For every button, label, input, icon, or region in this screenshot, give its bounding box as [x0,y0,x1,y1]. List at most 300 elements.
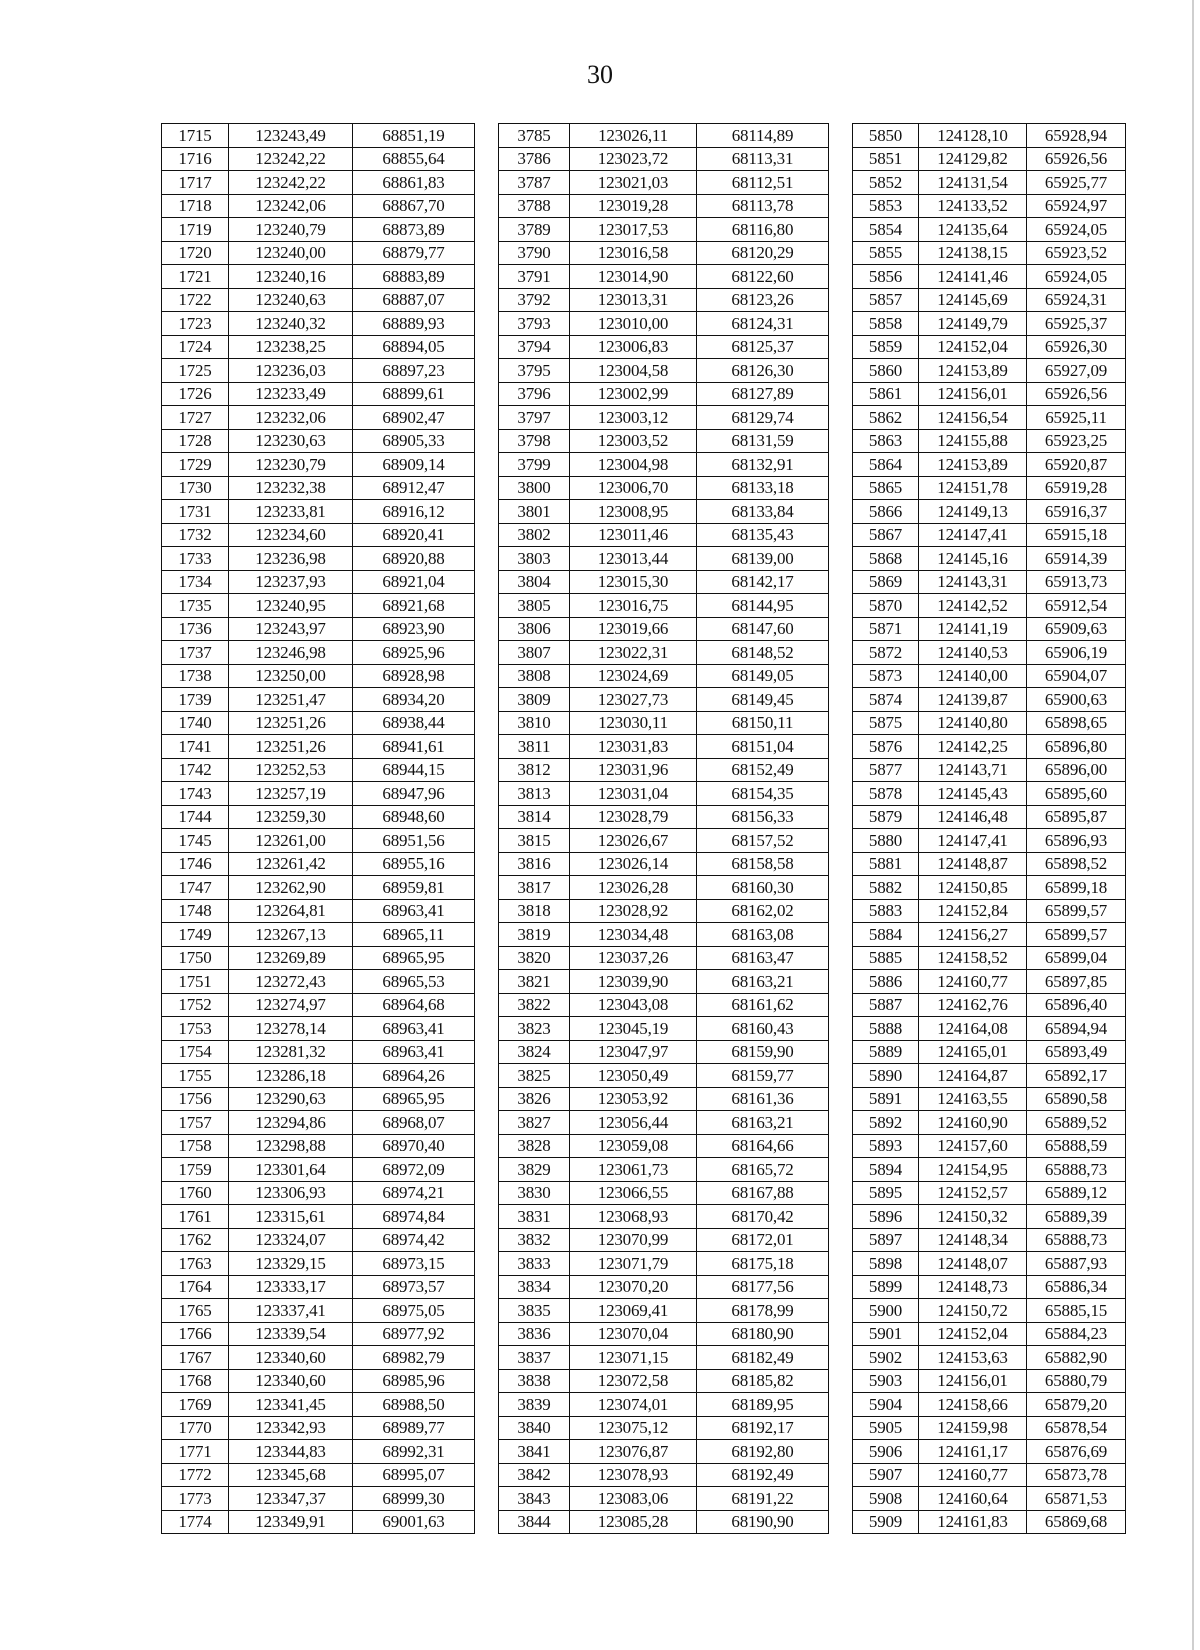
column-gap [829,312,853,336]
table-body [162,124,1126,1534]
table-row [162,735,1126,759]
cell-x-coordinate: 123240,00 [229,241,353,265]
cell-y-coordinate: 68131,59 [697,429,829,453]
cell-x-coordinate: 124158,52 [919,946,1027,970]
table-row [162,241,1126,265]
cell-x-coordinate: 123306,93 [229,1181,353,1205]
cell-point-number: 3788 [499,194,570,218]
cell-y-coordinate: 68163,08 [697,923,829,947]
column-gap [475,570,499,594]
cell-x-coordinate: 124152,57 [919,1181,1027,1205]
table-row [162,1510,1126,1534]
cell-point-number: 5892 [853,1111,919,1135]
cell-point-number: 5853 [853,194,919,218]
cell-point-number: 3843 [499,1487,570,1511]
cell-point-number: 1715 [162,124,229,148]
cell-point-number: 5861 [853,382,919,406]
cell-point-number: 5905 [853,1416,919,1440]
cell-point-number: 3806 [499,617,570,641]
cell-y-coordinate: 68114,89 [697,124,829,148]
table-row [162,1393,1126,1417]
column-gap [475,805,499,829]
cell-x-coordinate: 124152,04 [919,335,1027,359]
cell-y-coordinate: 65900,63 [1027,688,1126,712]
cell-point-number: 5867 [853,523,919,547]
column-gap [829,1416,853,1440]
cell-x-coordinate: 123238,25 [229,335,353,359]
cell-point-number: 1722 [162,288,229,312]
cell-y-coordinate: 68178,99 [697,1299,829,1323]
column-gap [475,1252,499,1276]
cell-point-number: 1757 [162,1111,229,1135]
cell-point-number: 1756 [162,1087,229,1111]
cell-y-coordinate: 68923,90 [353,617,475,641]
table-row [162,805,1126,829]
cell-y-coordinate: 65896,80 [1027,735,1126,759]
cell-x-coordinate: 123059,08 [570,1134,697,1158]
column-gap [829,382,853,406]
cell-x-coordinate: 123030,11 [570,711,697,735]
cell-y-coordinate: 65879,20 [1027,1393,1126,1417]
cell-y-coordinate: 68963,41 [353,1040,475,1064]
column-gap [475,359,499,383]
cell-y-coordinate: 65892,17 [1027,1064,1126,1088]
cell-x-coordinate: 124145,69 [919,288,1027,312]
table-row [162,1017,1126,1041]
cell-point-number: 1730 [162,476,229,500]
table-row [162,1487,1126,1511]
cell-point-number: 3799 [499,453,570,477]
cell-y-coordinate: 65923,52 [1027,241,1126,265]
cell-point-number: 3821 [499,970,570,994]
cell-y-coordinate: 68161,36 [697,1087,829,1111]
cell-y-coordinate: 68182,49 [697,1346,829,1370]
cell-point-number: 5881 [853,852,919,876]
cell-x-coordinate: 123004,98 [570,453,697,477]
cell-point-number: 3792 [499,288,570,312]
cell-y-coordinate: 68147,60 [697,617,829,641]
column-gap [475,171,499,195]
cell-point-number: 1720 [162,241,229,265]
cell-x-coordinate: 123006,70 [570,476,697,500]
cell-x-coordinate: 123345,68 [229,1463,353,1487]
cell-y-coordinate: 68127,89 [697,382,829,406]
column-gap [475,782,499,806]
cell-y-coordinate: 68974,42 [353,1228,475,1252]
cell-y-coordinate: 65924,05 [1027,265,1126,289]
cell-x-coordinate: 123269,89 [229,946,353,970]
cell-x-coordinate: 124145,16 [919,547,1027,571]
column-gap [829,1252,853,1276]
cell-x-coordinate: 124152,84 [919,899,1027,923]
cell-y-coordinate: 68156,33 [697,805,829,829]
cell-x-coordinate: 123349,91 [229,1510,353,1534]
table-row [162,664,1126,688]
cell-y-coordinate: 65914,39 [1027,547,1126,571]
cell-point-number: 1718 [162,194,229,218]
cell-y-coordinate: 68148,52 [697,641,829,665]
cell-y-coordinate: 68934,20 [353,688,475,712]
cell-y-coordinate: 68149,05 [697,664,829,688]
column-gap [829,335,853,359]
cell-x-coordinate: 123002,99 [570,382,697,406]
cell-point-number: 3791 [499,265,570,289]
table-row [162,476,1126,500]
cell-x-coordinate: 123028,92 [570,899,697,923]
cell-y-coordinate: 68985,96 [353,1369,475,1393]
cell-point-number: 1743 [162,782,229,806]
cell-y-coordinate: 68124,31 [697,312,829,336]
column-gap [829,241,853,265]
cell-x-coordinate: 123031,96 [570,758,697,782]
table-row [162,1158,1126,1182]
cell-x-coordinate: 123233,81 [229,500,353,524]
column-gap [475,1463,499,1487]
cell-point-number: 5864 [853,453,919,477]
column-gap [475,218,499,242]
cell-y-coordinate: 68154,35 [697,782,829,806]
cell-x-coordinate: 124151,78 [919,476,1027,500]
cell-y-coordinate: 65894,94 [1027,1017,1126,1041]
column-gap [475,124,499,148]
column-gap [829,1510,853,1534]
cell-point-number: 5902 [853,1346,919,1370]
cell-y-coordinate: 65925,11 [1027,406,1126,430]
cell-y-coordinate: 65909,63 [1027,617,1126,641]
cell-point-number: 1770 [162,1416,229,1440]
cell-y-coordinate: 65920,87 [1027,453,1126,477]
cell-point-number: 1758 [162,1134,229,1158]
cell-point-number: 3833 [499,1252,570,1276]
cell-y-coordinate: 68855,64 [353,147,475,171]
table-row [162,335,1126,359]
column-gap [475,429,499,453]
cell-point-number: 3834 [499,1275,570,1299]
cell-point-number: 1772 [162,1463,229,1487]
cell-x-coordinate: 124150,72 [919,1299,1027,1323]
cell-point-number: 5907 [853,1463,919,1487]
cell-x-coordinate: 123013,31 [570,288,697,312]
table-row [162,1205,1126,1229]
cell-x-coordinate: 123003,52 [570,429,697,453]
cell-x-coordinate: 124131,54 [919,171,1027,195]
cell-point-number: 1719 [162,218,229,242]
cell-point-number: 1748 [162,899,229,923]
cell-y-coordinate: 65895,60 [1027,782,1126,806]
table-row [162,1346,1126,1370]
cell-x-coordinate: 124156,01 [919,1369,1027,1393]
column-gap [475,664,499,688]
cell-y-coordinate: 68129,74 [697,406,829,430]
cell-point-number: 3840 [499,1416,570,1440]
cell-y-coordinate: 65898,52 [1027,852,1126,876]
cell-y-coordinate: 65889,39 [1027,1205,1126,1229]
column-gap [829,1463,853,1487]
cell-x-coordinate: 123028,79 [570,805,697,829]
column-gap [829,429,853,453]
column-gap [829,1181,853,1205]
column-gap [475,1228,499,1252]
cell-y-coordinate: 65876,69 [1027,1440,1126,1464]
column-gap [475,829,499,853]
cell-x-coordinate: 124140,80 [919,711,1027,735]
column-gap [829,594,853,618]
cell-point-number: 3805 [499,594,570,618]
cell-x-coordinate: 123069,41 [570,1299,697,1323]
column-gap [829,876,853,900]
column-gap [829,758,853,782]
cell-point-number: 3841 [499,1440,570,1464]
cell-point-number: 1765 [162,1299,229,1323]
cell-y-coordinate: 69001,63 [353,1510,475,1534]
cell-y-coordinate: 68905,33 [353,429,475,453]
cell-point-number: 3838 [499,1369,570,1393]
table-row [162,1228,1126,1252]
column-gap [829,547,853,571]
cell-y-coordinate: 68161,62 [697,993,829,1017]
cell-y-coordinate: 68920,41 [353,523,475,547]
column-gap [829,453,853,477]
cell-y-coordinate: 65887,93 [1027,1252,1126,1276]
cell-y-coordinate: 68180,90 [697,1322,829,1346]
column-gap [475,1158,499,1182]
cell-y-coordinate: 65926,56 [1027,147,1126,171]
cell-y-coordinate: 65895,87 [1027,805,1126,829]
cell-x-coordinate: 123259,30 [229,805,353,829]
column-gap [475,735,499,759]
cell-y-coordinate: 68974,84 [353,1205,475,1229]
cell-point-number: 3819 [499,923,570,947]
column-gap [829,923,853,947]
cell-y-coordinate: 68894,05 [353,335,475,359]
column-gap [475,1064,499,1088]
cell-y-coordinate: 68902,47 [353,406,475,430]
cell-x-coordinate: 124156,01 [919,382,1027,406]
cell-y-coordinate: 68116,80 [697,218,829,242]
cell-x-coordinate: 123278,14 [229,1017,353,1041]
cell-y-coordinate: 68965,95 [353,946,475,970]
cell-x-coordinate: 124140,53 [919,641,1027,665]
cell-point-number: 5890 [853,1064,919,1088]
cell-y-coordinate: 68139,00 [697,547,829,571]
cell-point-number: 5899 [853,1275,919,1299]
column-gap [829,805,853,829]
column-gap [475,547,499,571]
cell-point-number: 5873 [853,664,919,688]
cell-y-coordinate: 65906,19 [1027,641,1126,665]
cell-x-coordinate: 124150,85 [919,876,1027,900]
cell-y-coordinate: 68123,26 [697,288,829,312]
cell-x-coordinate: 123250,00 [229,664,353,688]
column-gap [829,1228,853,1252]
cell-y-coordinate: 65882,90 [1027,1346,1126,1370]
table-row [162,1440,1126,1464]
cell-point-number: 5875 [853,711,919,735]
column-gap [475,852,499,876]
column-gap [475,147,499,171]
cell-point-number: 5906 [853,1440,919,1464]
cell-y-coordinate: 68883,89 [353,265,475,289]
cell-point-number: 1725 [162,359,229,383]
cell-x-coordinate: 123240,32 [229,312,353,336]
cell-point-number: 5854 [853,218,919,242]
cell-x-coordinate: 124145,43 [919,782,1027,806]
cell-x-coordinate: 123039,90 [570,970,697,994]
cell-x-coordinate: 123027,73 [570,688,697,712]
table-row [162,1134,1126,1158]
cell-y-coordinate: 68948,60 [353,805,475,829]
column-gap [475,946,499,970]
cell-x-coordinate: 123078,93 [570,1463,697,1487]
column-gap [829,688,853,712]
cell-point-number: 1769 [162,1393,229,1417]
cell-point-number: 5883 [853,899,919,923]
cell-y-coordinate: 68157,52 [697,829,829,853]
cell-point-number: 5886 [853,970,919,994]
cell-point-number: 3789 [499,218,570,242]
column-gap [475,1134,499,1158]
cell-x-coordinate: 124143,31 [919,570,1027,594]
cell-y-coordinate: 65896,93 [1027,829,1126,853]
cell-y-coordinate: 68163,21 [697,970,829,994]
cell-y-coordinate: 68159,90 [697,1040,829,1064]
column-gap [475,1416,499,1440]
cell-point-number: 5889 [853,1040,919,1064]
table-row [162,617,1126,641]
column-gap [475,688,499,712]
cell-y-coordinate: 68964,26 [353,1064,475,1088]
cell-x-coordinate: 123347,37 [229,1487,353,1511]
cell-point-number: 5852 [853,171,919,195]
column-gap [829,829,853,853]
column-gap [475,500,499,524]
cell-x-coordinate: 124158,66 [919,1393,1027,1417]
cell-y-coordinate: 68192,17 [697,1416,829,1440]
cell-x-coordinate: 123006,83 [570,335,697,359]
cell-x-coordinate: 123031,83 [570,735,697,759]
cell-x-coordinate: 124133,52 [919,194,1027,218]
cell-y-coordinate: 68165,72 [697,1158,829,1182]
cell-y-coordinate: 68938,44 [353,711,475,735]
cell-x-coordinate: 123240,16 [229,265,353,289]
cell-y-coordinate: 65923,25 [1027,429,1126,453]
cell-y-coordinate: 65896,00 [1027,758,1126,782]
column-gap [475,899,499,923]
cell-point-number: 3822 [499,993,570,1017]
table-row [162,500,1126,524]
cell-x-coordinate: 123232,38 [229,476,353,500]
cell-y-coordinate: 68851,19 [353,124,475,148]
cell-point-number: 3794 [499,335,570,359]
cell-y-coordinate: 68897,23 [353,359,475,383]
column-gap [475,453,499,477]
column-gap [475,711,499,735]
cell-x-coordinate: 123085,28 [570,1510,697,1534]
column-gap [475,876,499,900]
column-gap [829,1346,853,1370]
column-gap [475,1322,499,1346]
cell-point-number: 3795 [499,359,570,383]
cell-x-coordinate: 124148,73 [919,1275,1027,1299]
cell-x-coordinate: 123251,26 [229,735,353,759]
scan-edge-line [1192,0,1194,1650]
cell-x-coordinate: 123294,86 [229,1111,353,1135]
cell-y-coordinate: 65904,07 [1027,664,1126,688]
cell-point-number: 3809 [499,688,570,712]
cell-point-number: 5880 [853,829,919,853]
cell-x-coordinate: 123024,69 [570,664,697,688]
cell-point-number: 1738 [162,664,229,688]
column-gap [475,1205,499,1229]
cell-point-number: 3839 [499,1393,570,1417]
column-gap [829,946,853,970]
cell-point-number: 3828 [499,1134,570,1158]
cell-x-coordinate: 123339,54 [229,1322,353,1346]
cell-y-coordinate: 65913,73 [1027,570,1126,594]
cell-x-coordinate: 123010,00 [570,312,697,336]
column-gap [475,617,499,641]
cell-y-coordinate: 68964,68 [353,993,475,1017]
cell-y-coordinate: 68925,96 [353,641,475,665]
cell-point-number: 5872 [853,641,919,665]
cell-y-coordinate: 65884,23 [1027,1322,1126,1346]
cell-point-number: 5887 [853,993,919,1017]
cell-x-coordinate: 123068,93 [570,1205,697,1229]
cell-x-coordinate: 124148,34 [919,1228,1027,1252]
cell-point-number: 3797 [499,406,570,430]
cell-point-number: 5874 [853,688,919,712]
column-gap [475,1017,499,1041]
cell-x-coordinate: 124162,76 [919,993,1027,1017]
cell-y-coordinate: 65926,30 [1027,335,1126,359]
cell-x-coordinate: 123315,61 [229,1205,353,1229]
column-gap [829,1087,853,1111]
cell-x-coordinate: 123050,49 [570,1064,697,1088]
cell-y-coordinate: 68144,95 [697,594,829,618]
cell-y-coordinate: 65919,28 [1027,476,1126,500]
cell-y-coordinate: 68164,66 [697,1134,829,1158]
column-gap [829,359,853,383]
cell-x-coordinate: 123240,95 [229,594,353,618]
cell-x-coordinate: 123056,44 [570,1111,697,1135]
cell-y-coordinate: 68132,91 [697,453,829,477]
cell-x-coordinate: 123004,58 [570,359,697,383]
cell-y-coordinate: 65925,37 [1027,312,1126,336]
cell-point-number: 3793 [499,312,570,336]
cell-y-coordinate: 68133,84 [697,500,829,524]
cell-x-coordinate: 123074,01 [570,1393,697,1417]
table-row [162,1463,1126,1487]
cell-x-coordinate: 123329,15 [229,1252,353,1276]
coordinates-table [161,123,1126,1534]
column-gap [475,312,499,336]
cell-point-number: 5851 [853,147,919,171]
column-gap [829,194,853,218]
cell-y-coordinate: 65889,52 [1027,1111,1126,1135]
column-gap [475,1181,499,1205]
column-gap [475,288,499,312]
cell-x-coordinate: 123015,30 [570,570,697,594]
cell-y-coordinate: 65926,56 [1027,382,1126,406]
cell-x-coordinate: 123240,63 [229,288,353,312]
column-gap [829,617,853,641]
cell-x-coordinate: 124163,55 [919,1087,1027,1111]
cell-x-coordinate: 123034,48 [570,923,697,947]
cell-y-coordinate: 68928,98 [353,664,475,688]
cell-point-number: 3829 [499,1158,570,1182]
cell-y-coordinate: 68947,96 [353,782,475,806]
cell-point-number: 5908 [853,1487,919,1511]
